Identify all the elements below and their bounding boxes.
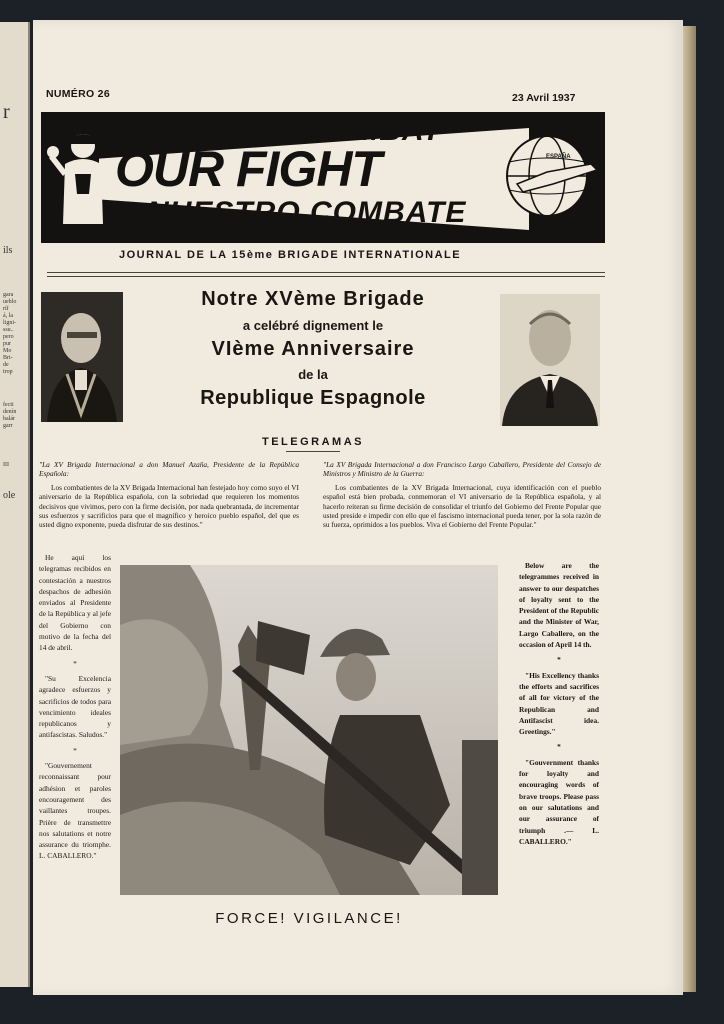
issue-date: 23 Avril 1937 — [512, 92, 576, 104]
divider-rule — [47, 272, 605, 273]
photo-caption: FORCE! VIGILANCE! — [215, 910, 403, 927]
telegram-body: Los combatientes de la XV Brigada Internacional, cuya identificación con el pueblo español está bien probada, conmemoran el VI aniversario de la República española, y al hacerlo reiteran su firme decisión de consolidar el triunfo del Gobierno del Frente Popular que usted preside e impedir con ello que el fascismo internacional pueda tener, por la sola razón de su fuerza, oprimidos a los pueblos. Viva el Gobierno del Frente Popular." — [323, 482, 601, 530]
masthead-french: NOTRE COMBAT — [187, 114, 442, 147]
divider-rule — [47, 276, 605, 277]
telegram-body: Los combatientes de la XV Brigada Internacional han festejado hoy como suyo el VI aniversario de la República española, con la sobriedad que requieren los momentos decisivos que vivimos, pero con la firme decisión, por nada quebrantada, de incrementar sus esfuerzos y sacrificios para que el magnífico y heroico pueblo español, del que es usted digno exponente, pueda disfrutar de sus destinos." — [39, 482, 299, 530]
masthead-english: OUR FIGHT — [115, 141, 381, 197]
column-separator: * — [73, 745, 77, 755]
column-intro: Below are the telegrammes received in answer to our despatches of loyalty sent to the President of the Republic and the Minister of War, Largo Caballero, on the occasion of April 14 th. — [519, 561, 599, 650]
column-telegram: "Su Excelencia agradece esfuerzos y sacrificios de todos para vencimiento ideales republicanos y antifascistas. Saludos." — [39, 673, 111, 740]
headline-line3: VIème Anniversaire — [211, 338, 415, 360]
masthead-banner — [41, 112, 605, 243]
section-title: TELEGRAMAS — [262, 436, 364, 448]
column-telegram: "His Excellency thanks the efforts and sacrifices of all for victory of the Republican and Antifascist idea. Greetings." — [519, 670, 599, 737]
column-telegram: "Gouvernement reconnaissant pour adhésion et paroles encouragement des vaillantes troupes. Prière de transmettre nos salutations et notre assurance du triomphe. L. CABALLERO." — [39, 761, 111, 861]
portrait-largo-caballero — [500, 294, 600, 426]
headline-line1: Notre XVème Brigade — [201, 288, 425, 310]
newspaper-page — [33, 20, 683, 995]
globe-label: ESPAÑA — [546, 154, 571, 160]
soldier-drawing-icon — [45, 124, 115, 234]
column-separator: * — [557, 655, 561, 665]
telegram-caballero — [323, 460, 601, 530]
column-separator: * — [73, 658, 77, 668]
portrait-azana — [41, 292, 123, 422]
masthead-spanish: NUESTRO COMBATE — [147, 196, 467, 229]
headline-line2: a celébré dignement le — [242, 318, 384, 333]
issue-number: NUMÉRO 26 — [46, 88, 110, 100]
portrait-image — [500, 294, 600, 426]
right-column-english — [519, 560, 599, 847]
column-intro: He aquí los telegramas recibidos en contestación a nuestros despachos de adhesión enviados al Presidente de la República y al jefe del Gobierno con motivo de la fecha del 14 de abril. — [39, 553, 111, 653]
portrait-image — [41, 292, 123, 422]
section-underline — [286, 451, 340, 452]
journal-subtitle: JOURNAL DE LA 15ème BRIGADE INTERNATIONALE — [119, 249, 462, 261]
column-telegram: "Gouvernment thanks for loyalty and encouraging words of brave troops. Please pass on our salutations and our assurance of triumph .— L. CABALLERO." — [519, 757, 599, 846]
soldier-photo — [120, 565, 498, 895]
adjacent-page-edge: r ils gara ueblo ríf á, la ligni- ssu.. pero pur Mo Bri- de trop fecti denín balár garr III ole — [0, 22, 30, 987]
headline-line5: Republique Espagnole — [200, 387, 426, 409]
soldier-photo-image — [120, 565, 498, 895]
headline-line4: de la — [298, 367, 328, 382]
globe-icon — [487, 126, 599, 222]
telegram-heading: "La XV Brigada Internacional a don Francisco Largo Caballero, Presidente del Consejo de Ministros y Ministro de la Guerra: — [323, 460, 601, 479]
telegram-heading: "La XV Brigada Internacional a don Manuel Azaña, Presidente de la República Española: — [39, 460, 299, 479]
column-separator: * — [557, 742, 561, 752]
telegram-azana — [39, 460, 299, 530]
left-column-spanish — [39, 552, 111, 862]
